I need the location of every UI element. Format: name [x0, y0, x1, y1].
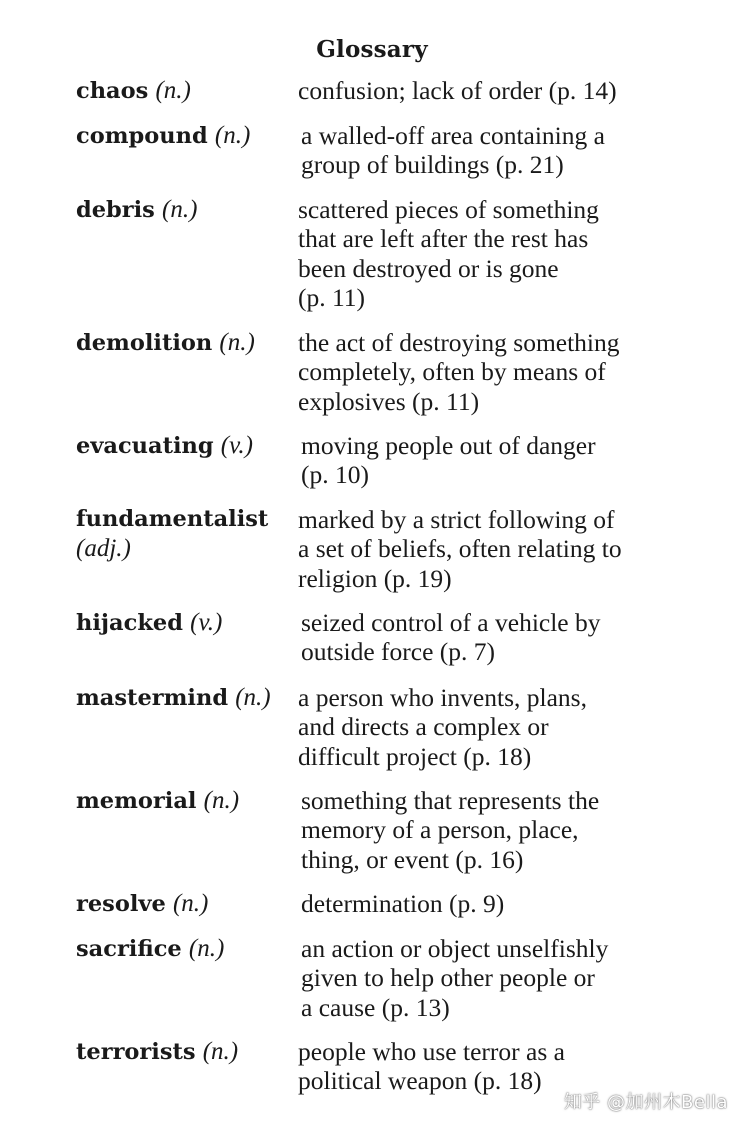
- term-definition: [301, 121, 741, 180]
- definition-line: scattered pieces of something: [298, 195, 599, 224]
- term-word: resolve: [76, 891, 166, 917]
- glossary-title: Glossary: [316, 36, 428, 63]
- term-word: debris: [76, 197, 155, 223]
- term-part-of-speech: (n.): [219, 329, 255, 356]
- term-part-of-speech: (n.): [155, 77, 191, 104]
- term-part-of-speech: (n.): [202, 1038, 239, 1065]
- term-definition: [298, 683, 738, 771]
- definition-line: (p. 11): [298, 282, 366, 312]
- definition-line: (p. 10): [301, 460, 369, 490]
- term-definition: [298, 195, 738, 312]
- definition-line: that are left after the rest has: [298, 224, 589, 254]
- term-definition: [298, 505, 738, 593]
- glossary-term: [76, 505, 291, 564]
- term-word: fundamentalist: [76, 506, 269, 532]
- term-word: evacuating: [76, 433, 214, 459]
- definition-line: memory of a person, place,: [301, 815, 579, 845]
- glossary-term: [76, 328, 291, 358]
- term-part-of-speech: (n.): [188, 935, 225, 962]
- term-word: terrorists: [76, 1039, 196, 1065]
- definition-line: explosives (p. 11): [298, 386, 480, 416]
- term-word: demolition: [76, 330, 213, 356]
- term-word: mastermind: [76, 685, 229, 711]
- term-definition: [298, 328, 738, 416]
- definition-line: difficult project (p. 18): [298, 741, 532, 771]
- term-part-of-speech: (n.): [214, 122, 251, 149]
- definition-line: completely, often by means of: [298, 357, 606, 387]
- watermark-text: 知乎 @加州木Bella: [563, 1092, 728, 1113]
- definition-line: confusion; lack of order (p. 14): [298, 76, 617, 105]
- term-part-of-speech: (n.): [235, 684, 271, 711]
- term-part-of-speech: (v.): [190, 609, 223, 636]
- term-definition: [301, 608, 741, 667]
- definition-line: marked by a strict following of: [298, 505, 615, 534]
- term-definition: [301, 786, 741, 874]
- glossary-term: [76, 76, 291, 106]
- definition-line: moving people out of danger: [301, 431, 596, 460]
- glossary-term: [76, 608, 291, 638]
- term-part-of-speech: (adj.): [76, 535, 131, 562]
- term-definition: [301, 431, 741, 490]
- definition-line: given to help other people or: [301, 963, 595, 993]
- definition-line: group of buildings (p. 21): [301, 150, 564, 180]
- definition-line: religion (p. 19): [298, 563, 452, 593]
- term-part-of-speech: (n.): [172, 890, 209, 917]
- glossary-term: [76, 786, 291, 816]
- term-word: hijacked: [76, 610, 183, 636]
- definition-line: people who use terror as a: [298, 1037, 565, 1066]
- definition-line: something that represents the: [301, 786, 600, 815]
- definition-line: outside force (p. 7): [301, 637, 496, 667]
- term-definition: [298, 76, 738, 105]
- definition-line: determination (p. 9): [301, 889, 505, 918]
- term-word: compound: [76, 123, 208, 149]
- glossary-term: [76, 934, 291, 964]
- glossary-term: [76, 195, 291, 225]
- term-part-of-speech: (n.): [203, 787, 240, 814]
- definition-line: a set of beliefs, often relating to: [298, 534, 622, 564]
- definition-line: political weapon (p. 18): [298, 1066, 542, 1096]
- definition-line: a cause (p. 13): [301, 992, 450, 1022]
- glossary-term: [76, 889, 291, 919]
- definition-line: thing, or event (p. 16): [301, 844, 524, 874]
- term-definition: [301, 889, 741, 918]
- glossary-term: [76, 431, 291, 461]
- definition-line: and directs a complex or: [298, 712, 549, 742]
- glossary-term: [76, 121, 291, 151]
- definition-line: an action or object unselfishly: [301, 934, 609, 963]
- definition-line: a walled-off area containing a: [301, 121, 605, 150]
- term-part-of-speech: (n.): [162, 196, 198, 223]
- definition-line: been destroyed or is gone: [298, 253, 559, 283]
- term-definition: [298, 1037, 738, 1096]
- term-word: sacrifice: [76, 936, 182, 962]
- definition-line: seized control of a vehicle by: [301, 608, 601, 637]
- glossary-term: [76, 683, 291, 713]
- term-word: chaos: [76, 78, 149, 104]
- term-definition: [301, 934, 741, 1022]
- definition-line: the act of destroying something: [298, 328, 620, 357]
- term-part-of-speech: (v.): [220, 432, 253, 459]
- definition-line: a person who invents, plans,: [298, 683, 587, 712]
- term-word: memorial: [76, 788, 197, 814]
- glossary-term: [76, 1037, 291, 1067]
